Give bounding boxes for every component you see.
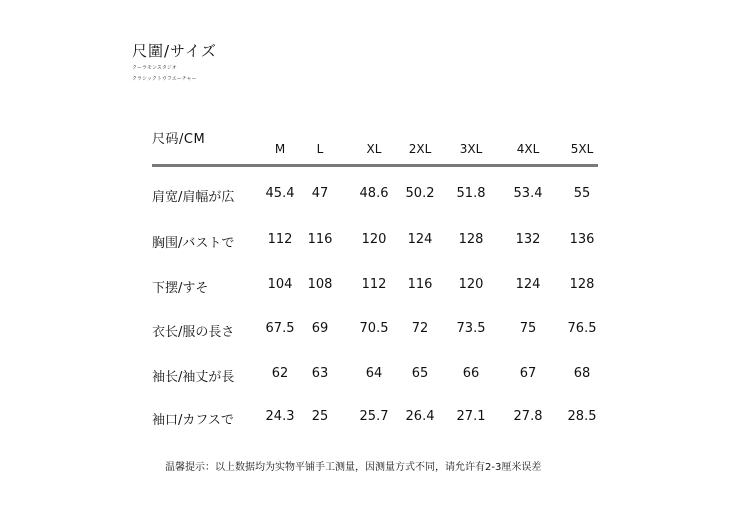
table-cell: 73.5 bbox=[456, 321, 486, 336]
table-cell: 27.1 bbox=[456, 409, 486, 424]
table-cell: 75 bbox=[519, 321, 537, 336]
table-cell: 65 bbox=[411, 366, 429, 381]
size-header-5xl: 5XL bbox=[570, 142, 594, 156]
table-cell: 63 bbox=[311, 366, 329, 381]
table-cell: 120 bbox=[458, 277, 484, 292]
table-cell: 25 bbox=[311, 409, 329, 424]
table-cell: 66 bbox=[462, 366, 480, 381]
table-cell: 132 bbox=[515, 232, 541, 247]
table-cell: 112 bbox=[361, 277, 387, 292]
header-subtitle-1: クーラモンスタジオ bbox=[132, 65, 177, 71]
header-title: 尺圍/サイズ bbox=[132, 42, 217, 60]
table-cell: 116 bbox=[407, 277, 433, 292]
header-subtitle-2: クラシックトウフエーチャー bbox=[132, 76, 197, 82]
table-cell: 104 bbox=[267, 277, 293, 292]
size-header-xl: XL bbox=[366, 142, 382, 156]
table-cell: 68 bbox=[573, 366, 591, 381]
table-cell: 64 bbox=[365, 366, 383, 381]
row-label: 肩宽/肩幅が広 bbox=[152, 190, 235, 205]
header-divider bbox=[152, 164, 598, 167]
unit-label: 尺码/CM bbox=[152, 132, 206, 147]
table-cell: 128 bbox=[458, 232, 484, 247]
table-cell: 120 bbox=[361, 232, 387, 247]
table-cell: 28.5 bbox=[567, 409, 597, 424]
size-header-2xl: 2XL bbox=[408, 142, 432, 156]
table-cell: 72 bbox=[411, 321, 429, 336]
table-cell: 24.3 bbox=[265, 409, 295, 424]
table-cell: 108 bbox=[307, 277, 333, 292]
row-label: 袖口/カフスで bbox=[152, 413, 234, 428]
measurement-footnote: 温馨提示：以上数据均为实物平铺手工测量，因测量方式不同，请允许有2-3厘米误差 bbox=[165, 462, 542, 473]
row-label: 袖长/袖丈が長 bbox=[152, 370, 235, 385]
table-cell: 47 bbox=[311, 186, 329, 201]
row-label: 衣长/服の長さ bbox=[152, 325, 235, 340]
table-cell: 55 bbox=[573, 186, 591, 201]
table-cell: 50.2 bbox=[405, 186, 435, 201]
row-label: 胸围/バストで bbox=[152, 236, 235, 251]
table-cell: 53.4 bbox=[513, 186, 543, 201]
size-header-m: M bbox=[274, 142, 286, 156]
table-cell: 48.6 bbox=[359, 186, 389, 201]
table-cell: 26.4 bbox=[405, 409, 435, 424]
table-cell: 128 bbox=[569, 277, 595, 292]
table-cell: 27.8 bbox=[513, 409, 543, 424]
table-cell: 67 bbox=[519, 366, 537, 381]
row-label: 下摆/すそ bbox=[152, 281, 209, 296]
table-cell: 67.5 bbox=[265, 321, 295, 336]
size-header-l: L bbox=[316, 142, 324, 156]
table-cell: 124 bbox=[515, 277, 541, 292]
table-cell: 51.8 bbox=[456, 186, 486, 201]
table-cell: 45.4 bbox=[265, 186, 295, 201]
table-cell: 69 bbox=[311, 321, 329, 336]
table-cell: 124 bbox=[407, 232, 433, 247]
size-header-4xl: 4XL bbox=[516, 142, 540, 156]
size-header-3xl: 3XL bbox=[459, 142, 483, 156]
table-cell: 112 bbox=[267, 232, 293, 247]
table-cell: 136 bbox=[569, 232, 595, 247]
table-cell: 62 bbox=[271, 366, 289, 381]
table-cell: 76.5 bbox=[567, 321, 597, 336]
table-cell: 25.7 bbox=[359, 409, 389, 424]
table-cell: 70.5 bbox=[359, 321, 389, 336]
table-cell: 116 bbox=[307, 232, 333, 247]
